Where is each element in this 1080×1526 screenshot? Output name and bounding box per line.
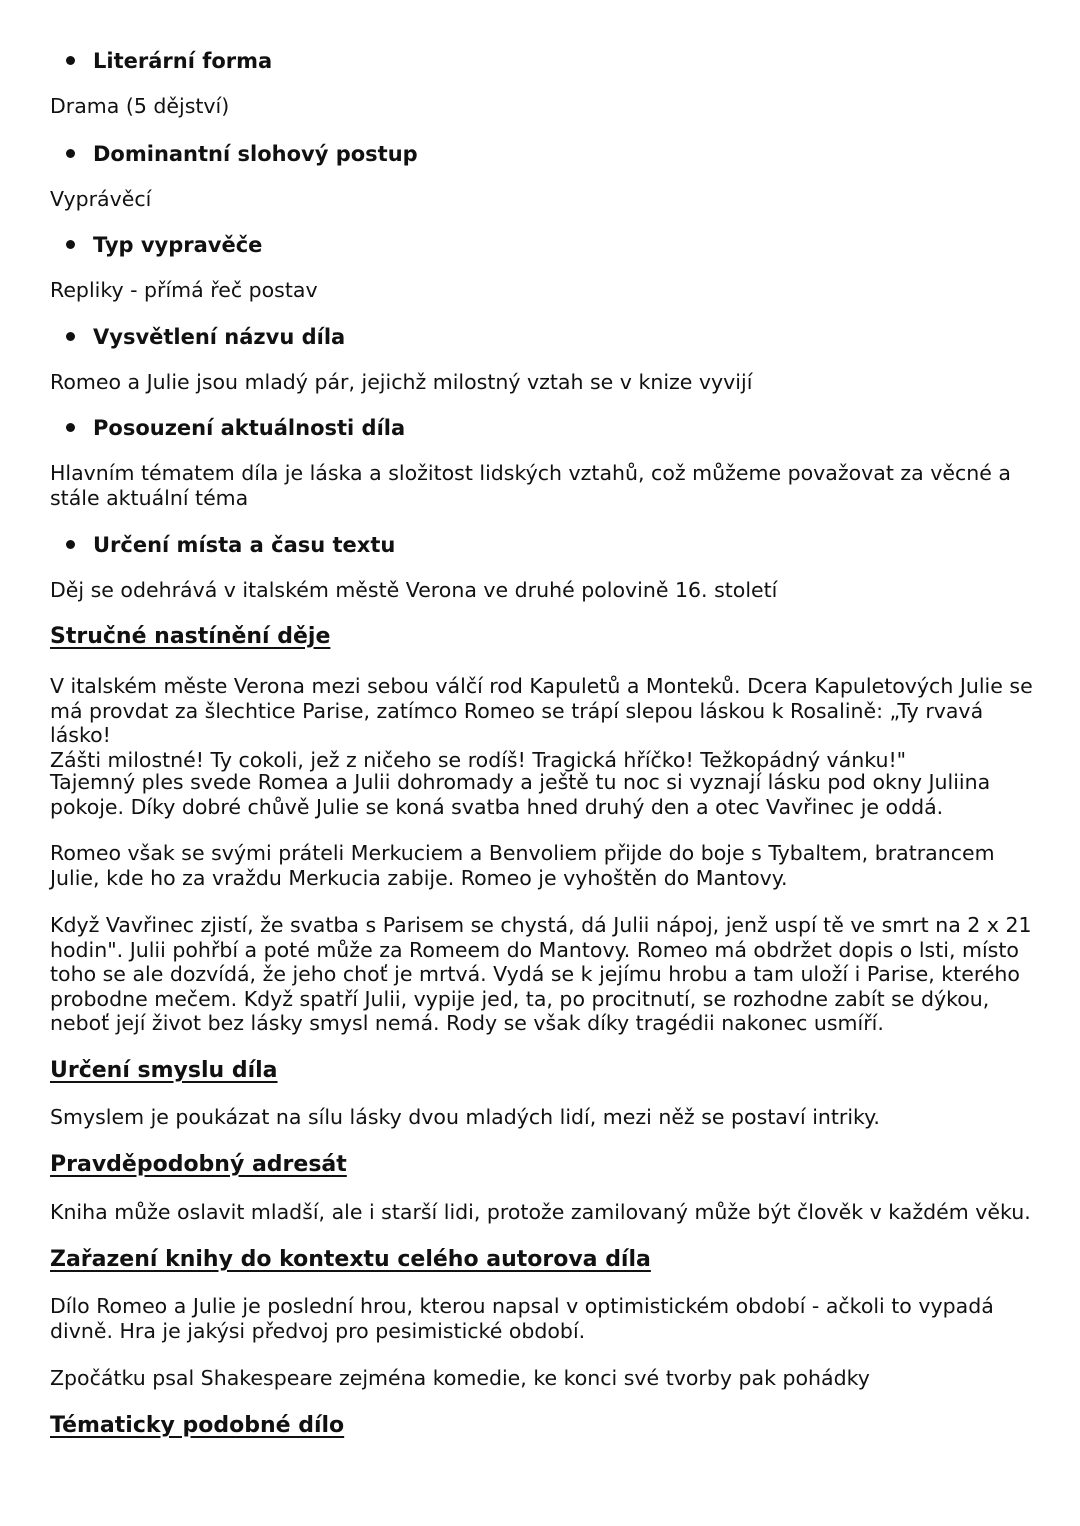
bullet-style: Dominantní slohový postup (66, 141, 418, 167)
bullet-dot (66, 423, 75, 432)
bullet-literary-form: Literární forma (66, 48, 272, 74)
place-time-value: Děj se odehrává v italském městě Verona ve druhé polovině 16. století (50, 578, 778, 602)
addressee-heading: Pravděpodobný adresát (50, 1152, 347, 1177)
context-heading: Zařazení knihy do kontextu celého autorova díla (50, 1247, 651, 1272)
title-meaning-value: Romeo a Julie jsou mladý pár, jejichž milostný vztah se v knize vyvijí (50, 370, 753, 394)
plot-paragraph: V italském měste Verona mezi sebou válčí rod Kapuletů a Monteků. Dcera Kapuletových Julie se má provdat za šlechtice Parise, zatímco Romeo se trápí slepou láskou k Rosalině: „Ty rvavá lásko! Zášti milostné! Ty cokoli, jež z ničeho se rodíš! Tragická hříčko! Težkopádný vánku!" (50, 674, 1033, 772)
bullet-place-time: Určení místa a času textu (66, 532, 395, 558)
meaning-heading: Určení smyslu díla (50, 1058, 278, 1083)
literary-form-value: Drama (5 dějství) (50, 94, 230, 118)
context-paragraph: Zpočátku psal Shakespeare zejména komedie, ke konci své tvorby pak pohádky (50, 1366, 870, 1390)
plot-paragraph: Když Vavřinec zjistí, že svatba s Parisem se chystá, dá Julii nápoj, jenž uspí tě ve smrt na 2 x 21 hodin". Julii pohřbí a poté může za Romeem do Mantovy. Romeo má obdržet dopis o lsti, místo toho se ale dozvídá, že jeho choť je mrtvá. Vydá se k jejímu hrobu a tam uloží i Parise, kterého probodne mečem. Když spatří Julii, vypije jed, ta, po procitnutí, se rozhodne zabít se dýkou, neboť její život bez lásky smysl nemá. Rody se však díky tragédii nakonec usmíří. (50, 913, 1032, 1035)
plot-paragraph: Romeo však se svými práteli Merkuciem a Benvoliem přijde do boje s Tybaltem, bratrancem Julie, kde ho za vraždu Merkucia zabije. Romeo je vyhoštěn do Mantovy. (50, 841, 995, 890)
style-value: Vyprávěcí (50, 187, 152, 211)
narrator-value: Repliky - přímá řeč postav (50, 278, 318, 302)
bullet-dot (66, 240, 75, 249)
similar-work-heading: Tématicky podobné dílo (50, 1413, 345, 1438)
bullet-dot (66, 149, 75, 158)
bullet-title-meaning: Vysvětlení názvu díla (66, 324, 345, 350)
bullet-relevance: Posouzení aktuálnosti díla (66, 415, 405, 441)
plot-paragraph: Tajemný ples svede Romea a Julii dohromady a ještě tu noc si vyznají lásku pod okny Juliina pokoje. Díky dobré chůvě Julie se koná svatba hned druhý den a otec Vavřinec je oddá. (50, 770, 991, 819)
plot-heading: Stručné nastínění děje (50, 624, 331, 649)
relevance-value: Hlavním tématem díla je láska a složitost lidských vztahů, což můžeme považovat za věcné a stále aktuální téma (50, 461, 1011, 510)
addressee-text: Kniha může oslavit mladší, ale i starší lidi, protože zamilovaný může být člověk v každém věku. (50, 1200, 1031, 1224)
bullet-dot (66, 56, 75, 65)
bullet-dot (66, 540, 75, 549)
bullet-narrator: Typ vypravěče (66, 232, 262, 258)
meaning-text: Smyslem je poukázat na sílu lásky dvou mladých lidí, mezi něž se postaví intriky. (50, 1105, 880, 1129)
context-paragraph: Dílo Romeo a Julie je poslední hrou, kterou napsal v optimistickém období - ačkoli to vypadá divně. Hra je jakýsi předvoj pro pesimistické období. (50, 1294, 994, 1343)
bullet-dot (66, 332, 75, 341)
